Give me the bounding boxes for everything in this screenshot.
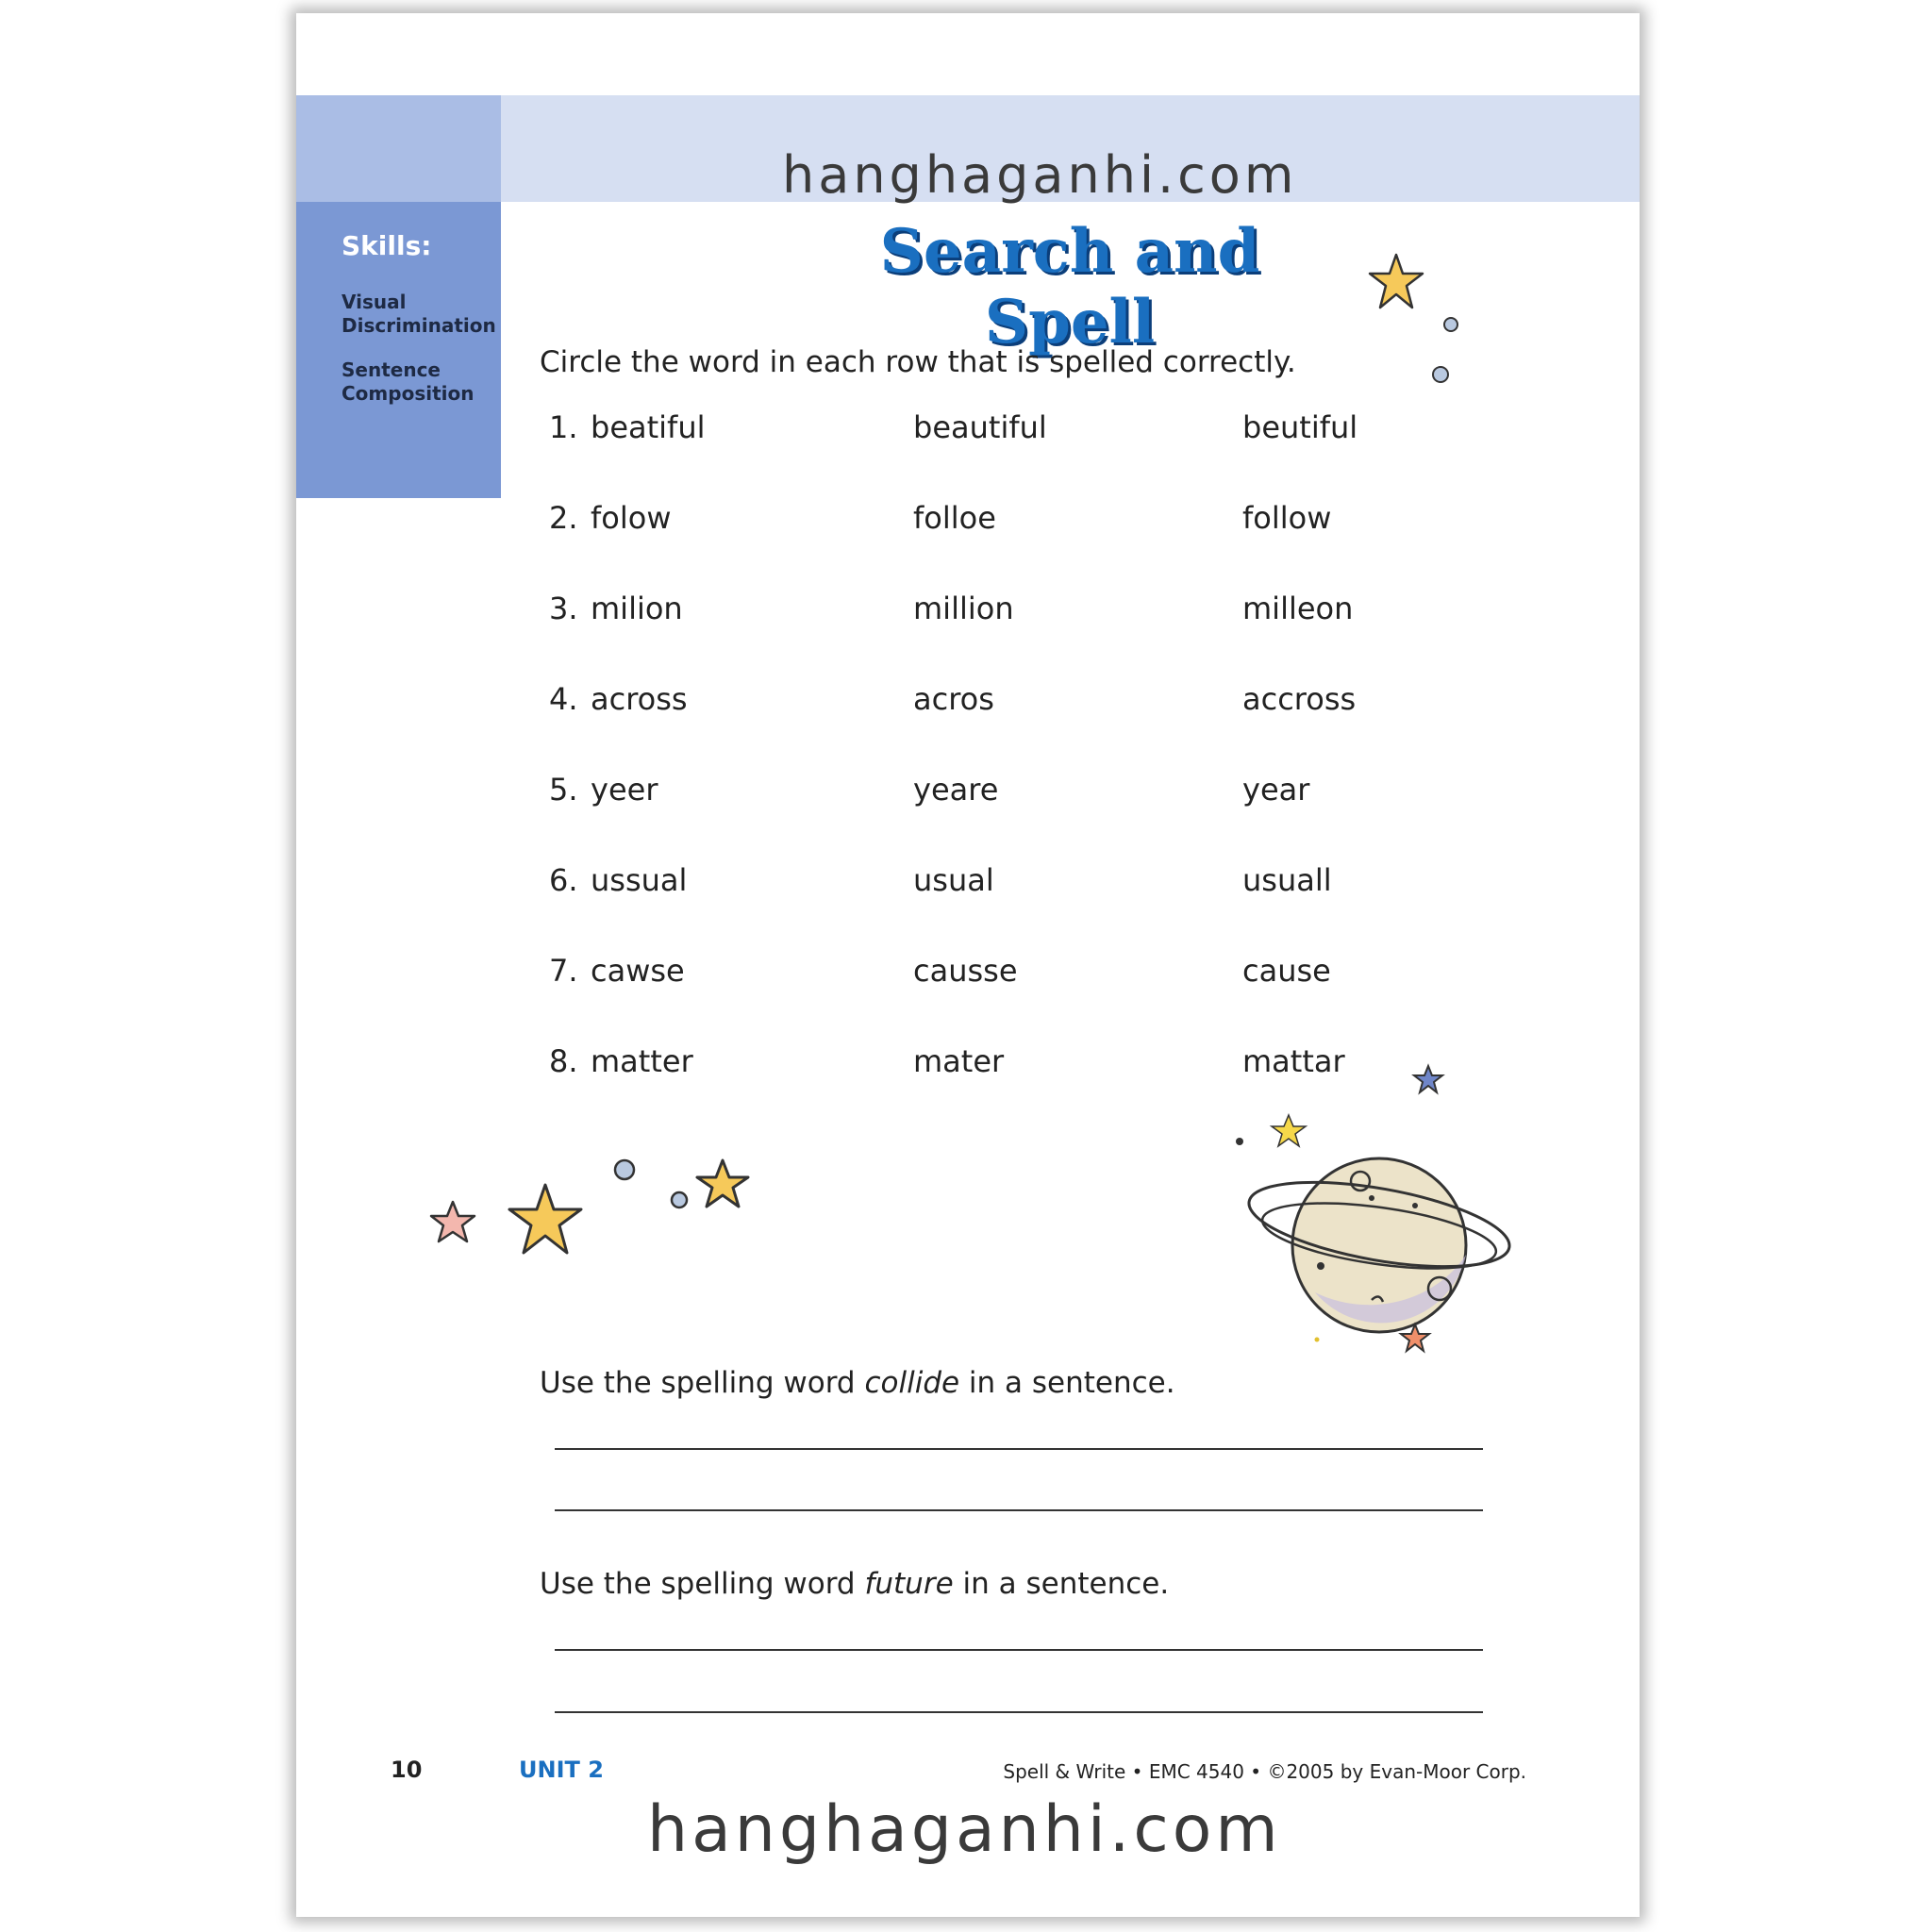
- word-option[interactable]: acros: [913, 681, 994, 717]
- unit-label: UNIT 2: [519, 1757, 604, 1783]
- writing-line[interactable]: [555, 1711, 1483, 1713]
- word-option[interactable]: follow: [1242, 500, 1332, 536]
- word-row: [549, 953, 1398, 991]
- word-option[interactable]: ussual: [591, 862, 688, 898]
- skills-title: Skills:: [341, 230, 432, 261]
- word-row: [549, 591, 1398, 628]
- worksheet-page: [296, 13, 1640, 1917]
- word-option[interactable]: accross: [1242, 681, 1357, 717]
- writing-line[interactable]: [555, 1509, 1483, 1511]
- page-number: 10: [391, 1757, 423, 1783]
- row-number: 4.: [549, 681, 578, 717]
- spelling-word-collide: collide: [864, 1366, 960, 1400]
- planet-icon: [1230, 1057, 1532, 1358]
- row-number: 1.: [549, 409, 578, 445]
- watermark-top: hanghaganhi.com: [782, 145, 1298, 205]
- word-row: [549, 862, 1398, 900]
- writing-line[interactable]: [555, 1448, 1483, 1450]
- row-number: 2.: [549, 500, 578, 536]
- word-option[interactable]: yeare: [913, 772, 999, 808]
- word-row: [549, 500, 1398, 538]
- word-option[interactable]: year: [1242, 772, 1310, 808]
- spelling-word-future: future: [864, 1567, 954, 1601]
- word-option[interactable]: milion: [591, 591, 683, 626]
- word-option[interactable]: beutiful: [1242, 409, 1358, 445]
- word-option[interactable]: beautiful: [913, 409, 1047, 445]
- watermark-bottom: hanghaganhi.com: [647, 1792, 1282, 1867]
- instructions: Circle the word in each row that is spelled correctly.: [540, 345, 1296, 379]
- word-option[interactable]: cawse: [591, 953, 685, 989]
- word-row: [549, 681, 1398, 719]
- sentence-prompt-1: Use the spelling word collide in a sentence.: [540, 1366, 1175, 1400]
- word-option[interactable]: mattar: [1242, 1043, 1345, 1079]
- word-option[interactable]: mater: [913, 1043, 1005, 1079]
- worksheet-title: Search and Spell: [879, 216, 1260, 358]
- word-option[interactable]: folloe: [913, 500, 996, 536]
- word-option[interactable]: folow: [591, 500, 672, 536]
- star-icon: [1368, 253, 1424, 311]
- row-number: 8.: [549, 1043, 578, 1079]
- word-option[interactable]: across: [591, 681, 688, 717]
- word-option[interactable]: milleon: [1242, 591, 1354, 626]
- row-number: 3.: [549, 591, 578, 626]
- word-row: [549, 409, 1398, 447]
- word-option[interactable]: matter: [591, 1043, 693, 1079]
- credit-line: Spell & Write • EMC 4540 • ©2005 by Evan-Moor Corp.: [1003, 1760, 1526, 1783]
- writing-line[interactable]: [555, 1649, 1483, 1651]
- row-number: 6.: [549, 862, 578, 898]
- header-band-accent: [296, 95, 501, 202]
- stars-cluster-icon: [423, 1155, 762, 1287]
- row-number: 5.: [549, 772, 578, 808]
- sentence-prompt-2: Use the spelling word future in a sentence.: [540, 1567, 1170, 1601]
- word-option[interactable]: causse: [913, 953, 1018, 989]
- skill-sentence-composition: Sentence Composition: [341, 358, 475, 405]
- word-option[interactable]: usuall: [1242, 862, 1332, 898]
- row-number: 7.: [549, 953, 578, 989]
- word-option[interactable]: cause: [1242, 953, 1331, 989]
- skills-box: [296, 202, 501, 498]
- dot-icon: [1441, 315, 1460, 334]
- word-option[interactable]: beatiful: [591, 409, 706, 445]
- dot-icon: [1430, 364, 1451, 385]
- word-option[interactable]: yeer: [591, 772, 658, 808]
- word-option[interactable]: million: [913, 591, 1014, 626]
- word-option[interactable]: usual: [913, 862, 994, 898]
- skill-visual-discrimination: Visual Discrimination: [341, 291, 496, 337]
- word-row: [549, 772, 1398, 809]
